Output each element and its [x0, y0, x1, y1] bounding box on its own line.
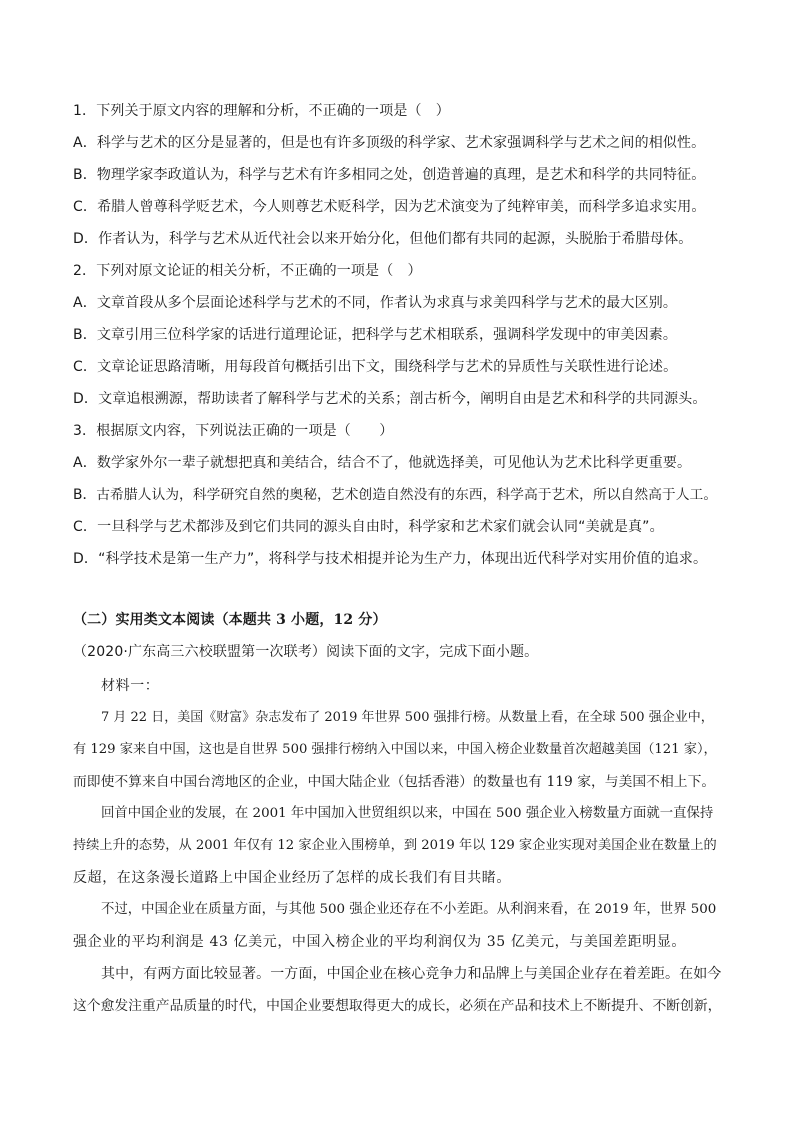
paragraph-4-line-1: 其中，有两方面比较显著。一方面，中国企业在核心竞争力和品牌上与美国企业存在着差距。在如今: [101, 966, 722, 982]
section-source: （2020·广东高三六校联盟第一次联考）阅读下面的文字，完成下面小题。: [73, 644, 539, 660]
paragraph-1-line-2: 有 129 家来自中国，这也是自世界 500 强排行榜纳入中国以来，中国入榜企业数量首次超越美国（121 家），: [73, 742, 717, 757]
paragraph-2-line-2: 持续上升的态势，从 2001 年仅有 12 家企业入围榜单，到 2019 年以 129 家企业实现对美国企业在数量上的: [73, 838, 717, 853]
question-3-option-c: C．一旦科学与艺术都涉及到它们共同的源头自由时，科学家和艺术家们就会认同“美就是真”。: [73, 519, 664, 535]
paragraph-3-line-2: 强企业的平均利润是 43 亿美元，中国入榜企业的平均利润仅为 35 亿美元，与美国差距明显。: [73, 934, 687, 950]
material-label: 材料一：: [101, 678, 160, 694]
question-1-stem: 1．下列关于原文内容的理解和分析，不正确的一项是（ ）: [73, 103, 450, 119]
question-2-option-d: D．文章追根溯源，帮助读者了解科学与艺术的关系；剖古析今，阐明自由是艺术和科学的共同源头。: [73, 391, 707, 407]
question-2-option-a: A．文章首段从多个层面论述科学与艺术的不同，作者认为求真与求美四科学与艺术的最大区别。: [73, 295, 678, 311]
paragraph-1-line-1: 7 月 22 日，美国《财富》杂志发布了 2019 年世界 500 强排行榜。从数量上看，在全球 500 强企业中，: [101, 710, 714, 725]
question-2-stem: 2．下列对原文论证的相关分析，不正确的一项是（ ）: [73, 263, 422, 279]
question-2-option-c: C．文章论证思路清晰，用每段首句概括引出下文，围绕科学与艺术的异质性与关联性进行论述。: [73, 359, 678, 375]
question-3-stem: 3．根据原文内容，下列说法正确的一项是（ ）: [73, 423, 394, 439]
question-3-option-b: B．古希腊人认为，科学研究自然的奥秘，艺术创造自然没有的东西，科学高于艺术，所以自然高于人工。: [73, 487, 718, 503]
question-1-option-b: B．物理学家李政道认为，科学与艺术有许多相同之处，创造普遍的真理，是艺术和科学的共同特征。: [73, 167, 706, 183]
question-1-option-d: D．作者认为，科学与艺术从近代社会以来开始分化，但他们都有共同的起源，头脱胎于希腊母体。: [73, 231, 693, 247]
question-1-option-c: C．希腊人曾尊科学贬艺术，今人则尊艺术贬科学，因为艺术演变为了纯粹审美，而科学多追求实用。: [73, 199, 706, 215]
question-3-option-d: D．“科学技术是第一生产力”，将科学与技术相提并论为生产力，体现出近代科学对实用价值的追求。: [73, 551, 708, 567]
question-2-option-b: B．文章引用三位科学家的话进行道理论证，把科学与艺术相联系，强调科学发现中的审美因素。: [73, 327, 678, 343]
question-3-option-a: A．数学家外尔一辈子就想把真和美结合，结合不了，他就选择美，可见他认为艺术比科学更重要。: [73, 455, 692, 471]
paragraph-2-line-3: 反超，在这条漫长道路上中国企业经历了怎样的成长我们有目共睹。: [73, 870, 511, 886]
paragraph-3-line-1: 不过，中国企业在质量方面，与其他 500 强企业还存在不小差距。从利润来看，在 2019 年，世界 500: [101, 902, 717, 917]
question-1-option-a: A．科学与艺术的区分是显著的，但是也有许多顶级的科学家、艺术家强调科学与艺术之间的相似性。: [73, 135, 706, 151]
section-title: （二）实用类文本阅读（本题共 3 小题，12 分）: [73, 612, 387, 628]
paragraph-4-line-2: 这个愈发注重产品质量的时代，中国企业要想取得更大的成长，必须在产品和技术上不断提升、不断创新，: [73, 998, 722, 1014]
paragraph-2-line-1: 回首中国企业的发展，在 2001 年中国加入世贸组织以来，中国在 500 强企业入榜数量方面就一直保持: [101, 806, 714, 821]
paragraph-1-line-3: 而即使不算来自中国台湾地区的企业，中国大陆企业（包括香港）的数量也有 119 家，与美国不相上下。: [73, 774, 716, 790]
